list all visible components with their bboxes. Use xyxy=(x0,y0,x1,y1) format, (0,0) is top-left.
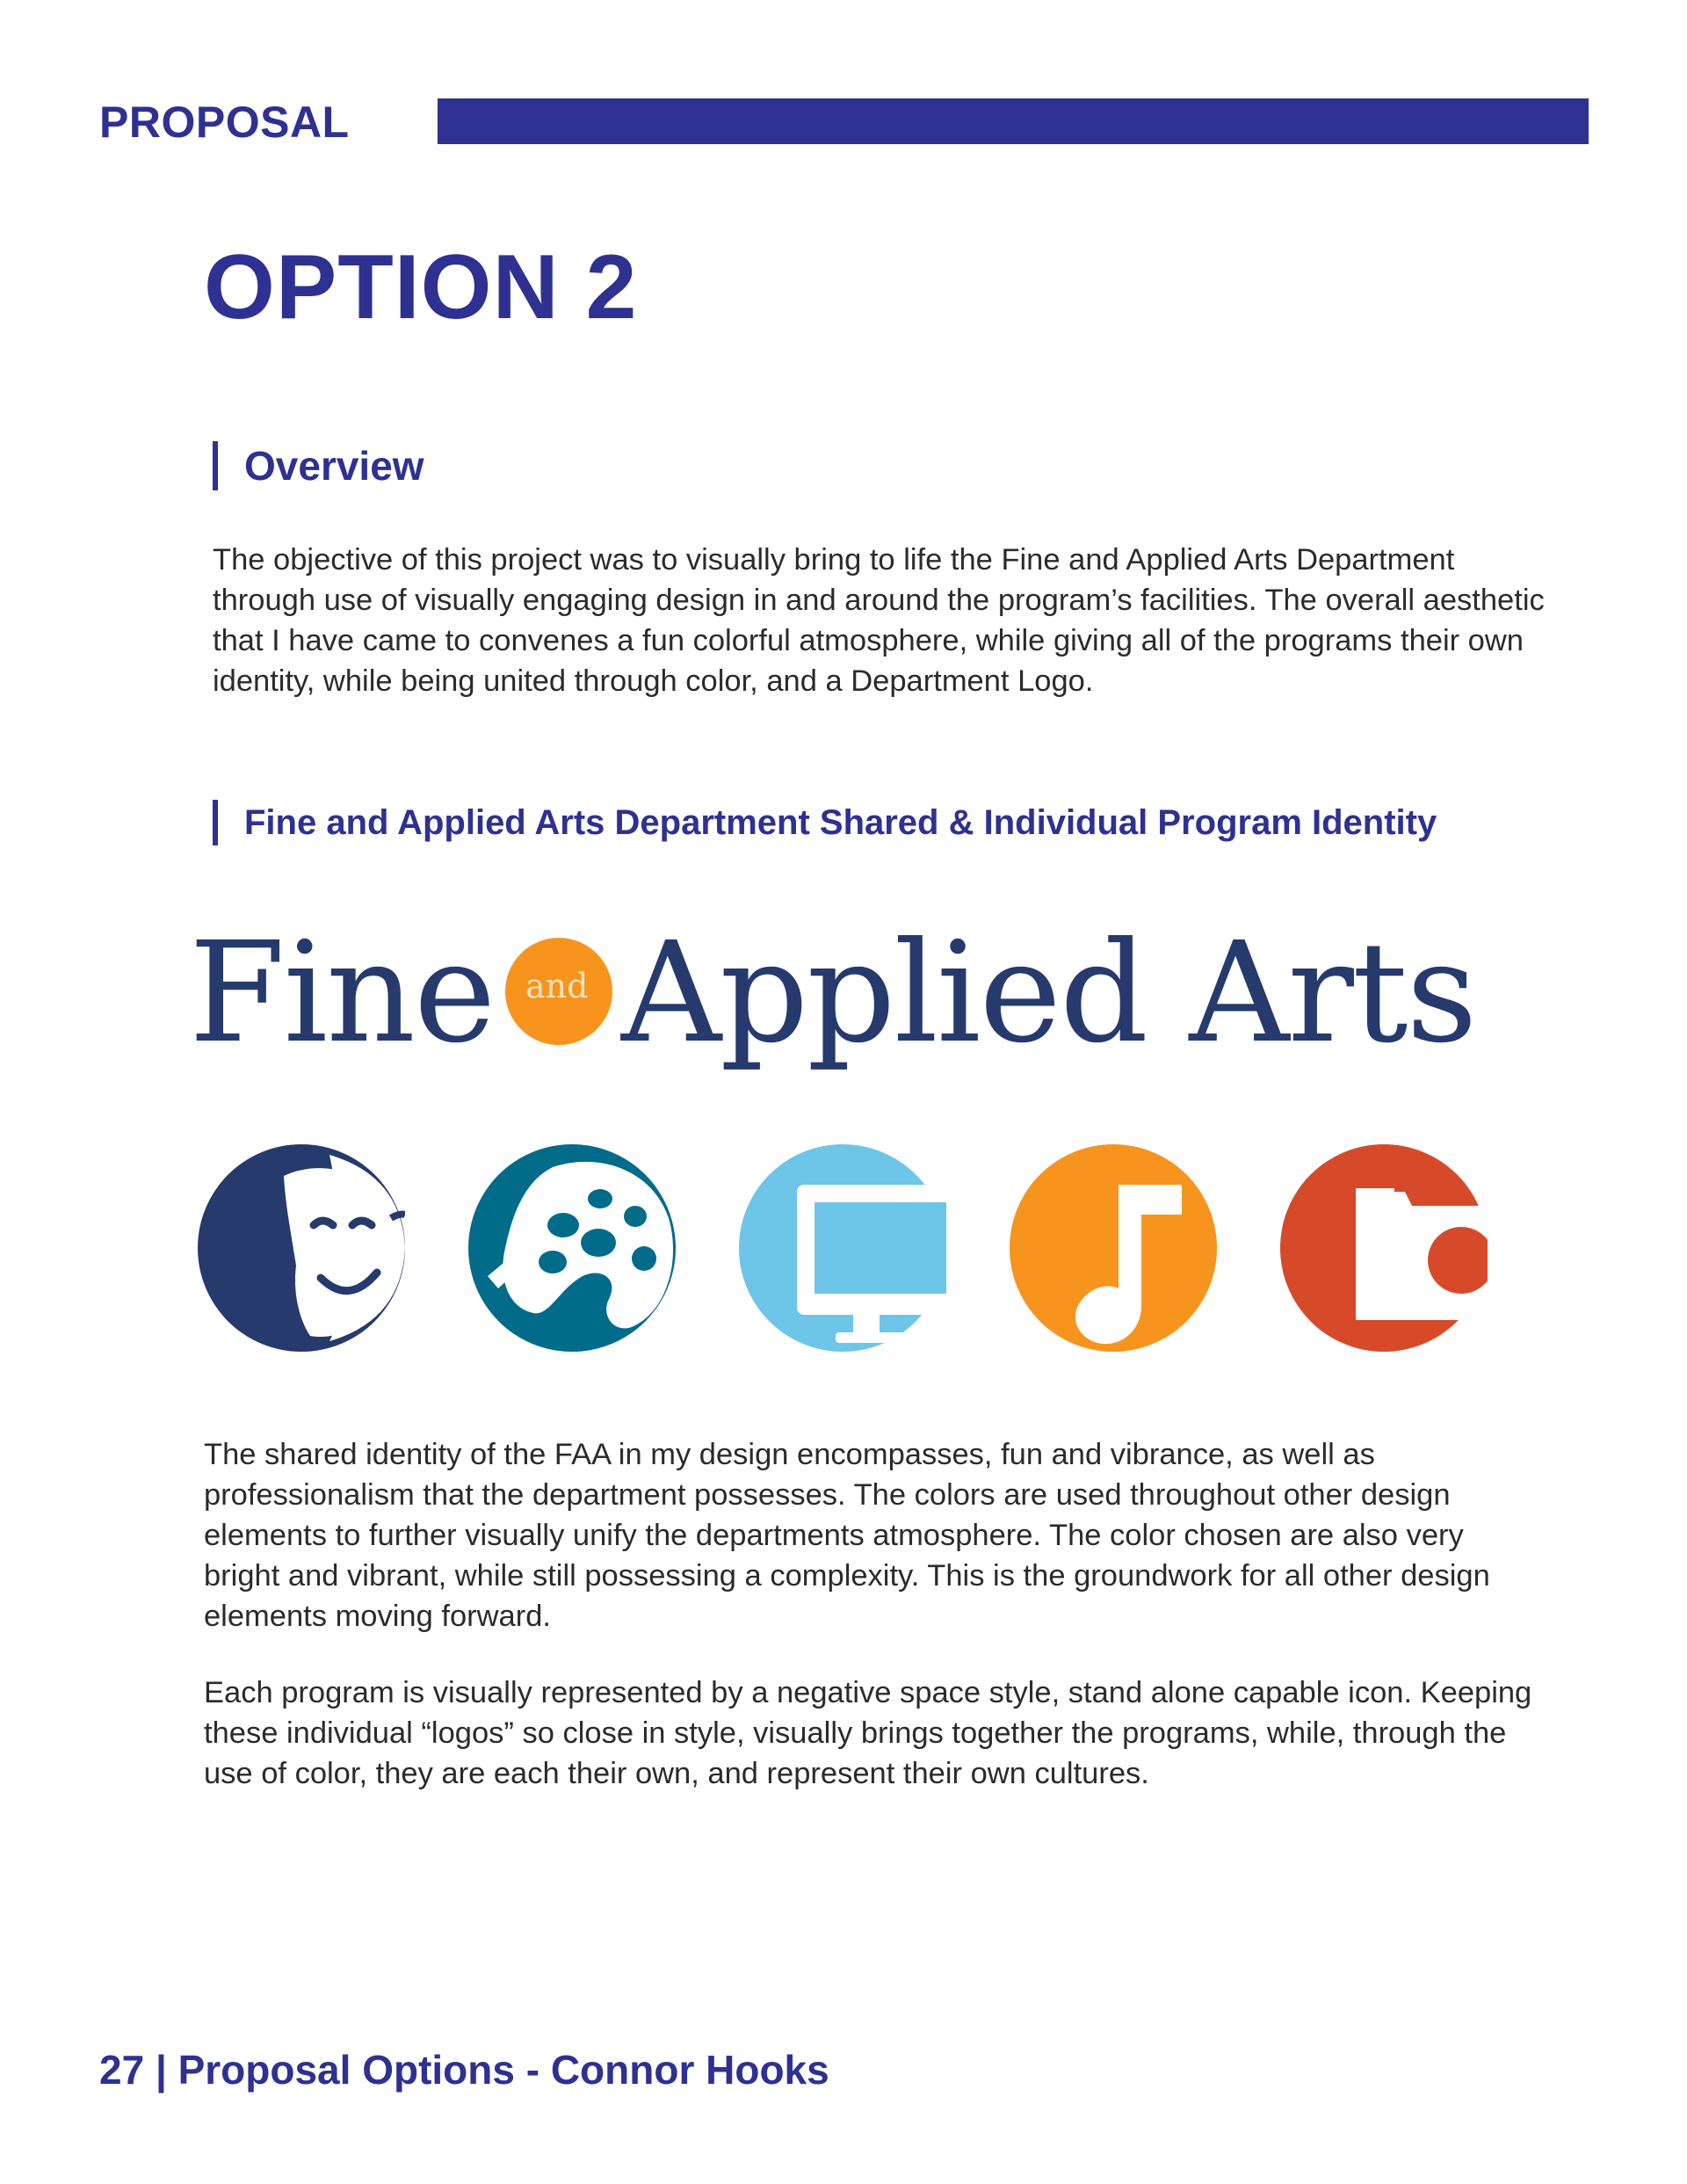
section-label: PROPOSAL xyxy=(99,98,350,147)
music-note-icon xyxy=(1010,1144,1217,1352)
logo-connector: and xyxy=(525,967,589,1005)
heading-rule xyxy=(213,800,218,845)
program-icons xyxy=(198,1144,1516,1352)
page-title: OPTION 2 xyxy=(204,236,638,338)
page-footer: 27 | Proposal Options - Connor Hooks xyxy=(99,2047,829,2093)
overview-paragraph: The objective of this project was to visually bring to life the Fine and Applied Arts Department through use of visually engaging design in and around the program’s facilities. The overall aesthetic that I have came to convenes a fun colorful atmosphere, while giving all of the programs their own identity, while being united through color, and a Department Logo. xyxy=(213,543,1545,698)
logo-word-applied-arts: Applied Arts xyxy=(621,912,1476,1074)
logo-word-fine: Fine xyxy=(189,912,495,1074)
department-logo xyxy=(189,914,1498,1072)
program-icons-paragraph: Each program is visually represented by a negative space style, stand alone capable icon. Keeping these individual “logos” so close in style, visually brings together the programs, while, through the use of color, they are each their own, and represent their own cultures. xyxy=(204,1676,1532,1790)
header-bar xyxy=(438,98,1589,144)
computer-monitor-icon xyxy=(739,1144,946,1352)
shared-identity-paragraph: The shared identity of the FAA in my design encompasses, fun and vibrance, as well as professionalism that the department possesses. The colors are used throughout other design elements to further visually unify the departments atmosphere. The color chosen are also very bright and vibrant, while still possessing a complexity. This is the groundwork for all other design elements moving forward. xyxy=(204,1438,1490,1633)
identity-heading-text: Fine and Applied Arts Department Shared & Individual Program Identity xyxy=(244,802,1437,842)
identity-heading xyxy=(213,800,1437,845)
heading-rule xyxy=(213,441,218,490)
overview-heading-text: Overview xyxy=(244,443,424,489)
camera-icon xyxy=(1280,1144,1488,1352)
theater-mask-icon xyxy=(198,1144,405,1352)
overview-heading xyxy=(213,441,424,490)
paint-palette-icon xyxy=(468,1144,676,1352)
